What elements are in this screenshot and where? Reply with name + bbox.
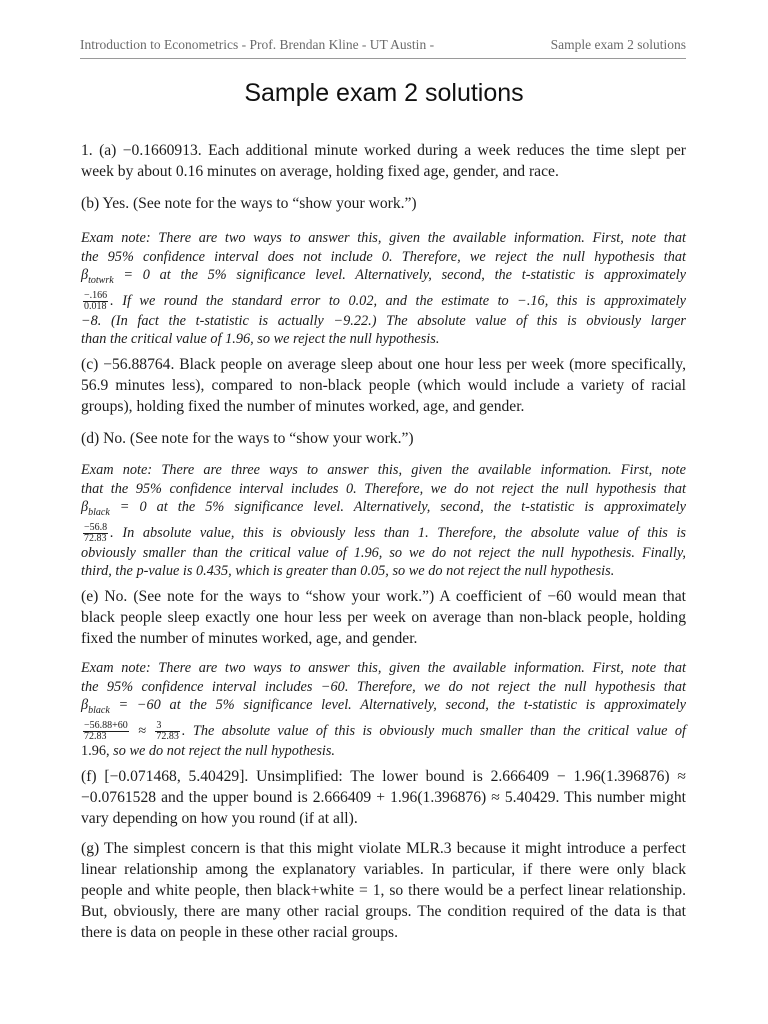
answer-line: (f) [−0.071468, 5.40429]. Unsimplified: The lower bound is 2.666409 − 1.96(1.396876) ≈ (81, 768, 686, 785)
answer-line: there is data on people in these other racial groups. (81, 924, 398, 941)
note-line (81, 266, 686, 290)
beta-subscript: black (88, 507, 110, 519)
fraction-denominator: 0.018 (84, 300, 107, 312)
header-doc-title: Sample exam 2 solutions (550, 37, 686, 52)
answer-line: But, obviously, there are many other racial groups. The condition required of the data is that (81, 903, 686, 920)
note-number: 1.96, (81, 742, 110, 759)
note-text: . In absolute value, this is obviously less than 1. Therefore, the absolute value of this is (110, 524, 686, 541)
answer-1f (81, 766, 686, 829)
note-text: . If we round the standard error to 0.02, and the estimate to −.16, this is approximately (110, 292, 686, 309)
note-text: = 0 at the 5% significance level. Alternatively, second, the t-statistic is approximately (113, 267, 686, 284)
answer-1b (81, 193, 686, 214)
note-line (81, 498, 686, 522)
answer-line: 56.9 minutes less), compared to non-black people (which would include a variety of racial (81, 377, 686, 394)
running-header (80, 37, 686, 53)
fraction (83, 523, 108, 544)
answer-line: vary depending on how you round (if at all). (81, 810, 358, 827)
note-line: the 95% confidence interval does not include 0. Therefore, we reject the null hypothesis that (81, 248, 686, 265)
note-line: third, the p-value is 0.435, which is greater than 0.05, so we do not reject the null hypothesis. (81, 563, 615, 580)
answer-1g (81, 838, 686, 943)
note-line (81, 742, 686, 761)
note-line (81, 721, 686, 742)
answer-line: (g) The simplest concern is that this might violate MLR.3 because it might introduce a perfect (81, 840, 686, 857)
answer-1d (81, 428, 686, 449)
answer-line: (e) No. (See note for the ways to “show your work.”) A coefficient of −60 would mean that (81, 588, 686, 605)
note-line: obviously smaller than the critical value of 1.96, so we do not reject the null hypothesis. Finally, (81, 544, 686, 561)
answer-line: (d) No. (See note for the ways to “show your work.”) (81, 430, 414, 447)
exam-note-1d (81, 461, 686, 581)
fraction (83, 721, 129, 742)
fraction-denominator: 72.83 (84, 730, 107, 742)
fraction-numerator: 3 (155, 721, 180, 732)
answer-line: linear relationship among the explanatory variables. In particular, if there were only black (81, 861, 686, 878)
fraction-denominator: 72.83 (84, 532, 107, 544)
beta-symbol: β (81, 499, 89, 516)
fraction (83, 291, 108, 312)
answer-line: fixed the number of minutes worked, age, and gender. (81, 630, 418, 647)
note-text: = 0 at the 5% significance level. Alternatively, second, the t-statistic is approximately (109, 499, 686, 516)
note-line: than the critical value of 1.96, so we reject the null hypothesis. (81, 331, 440, 348)
beta-subscript: black (88, 705, 110, 717)
note-line (81, 523, 686, 544)
note-line: Exam note: There are three ways to answer this, given the available information. First, note (81, 462, 686, 478)
note-text: = −60 at the 5% significance level. Alternatively, second, the t-statistic is approximately (109, 697, 686, 714)
note-line (81, 291, 686, 312)
answer-line: groups), holding fixed the number of minutes worked, age, and gender. (81, 398, 525, 415)
answer-line: people and white people, then black+white = 1, so there would be a perfect linear relationship. (81, 882, 686, 899)
answer-line: black people sleep exactly one hour less per week on average than non-black people, holding (81, 609, 686, 626)
note-text: so we do not reject the null hypothesis. (109, 742, 335, 759)
fraction-numerator: −56.88+60 (84, 719, 128, 731)
fraction-denominator: 72.83 (156, 730, 179, 742)
note-text: . The absolute value of this is obviously much smaller than the critical value of (181, 722, 686, 739)
fraction-numerator: −.166 (84, 289, 108, 301)
note-line: −8. (In fact the t-statistic is actually −9.22.) The absolute value of this is obviously larger (81, 312, 686, 329)
answer-line: (c) −56.88764. Black people on average sleep about one hour less per week (more specifically, (81, 356, 686, 373)
answer-line: 1. (a) −0.1660913. Each additional minute worked during a week reduces the time slept per (81, 142, 686, 159)
answer-line: −0.0761528 and the upper bound is 2.666409 + 1.96(1.396876) ≈ 5.40429. This number might (81, 789, 686, 806)
note-line: Exam note: There are two ways to answer this, given the available information. First, note that (81, 660, 686, 676)
fraction-numerator: −56.8 (84, 521, 108, 533)
beta-symbol: β (81, 267, 89, 284)
exam-note-1e (81, 659, 686, 760)
header-rule (80, 58, 686, 59)
note-line: the 95% confidence interval includes −60. Therefore, we do not reject the null hypothesis that (81, 678, 686, 695)
header-course-info: Introduction to Econometrics - Prof. Brendan Kline - UT Austin - (80, 37, 435, 52)
answer-1c (81, 354, 686, 417)
exam-note-1b (81, 229, 686, 349)
answer-line: week by about 0.16 minutes on average, holding fixed age, gender, and race. (81, 163, 559, 180)
note-line: Exam note: There are two ways to answer this, given the available information. First, note that (81, 230, 686, 246)
answer-line: (b) Yes. (See note for the ways to “show your work.”) (81, 195, 417, 212)
answer-1a (81, 140, 686, 182)
page-title: Sample exam 2 solutions (244, 79, 524, 107)
answer-1e (81, 586, 686, 649)
note-line: that the 95% confidence interval includes 0. Therefore, we do not reject the null hypothesis that (81, 480, 686, 497)
note-line (81, 696, 686, 720)
fraction (155, 721, 180, 742)
beta-subscript: totwrk (88, 275, 114, 287)
beta-symbol: β (81, 697, 89, 714)
approx-symbol: ≈ (130, 722, 154, 739)
